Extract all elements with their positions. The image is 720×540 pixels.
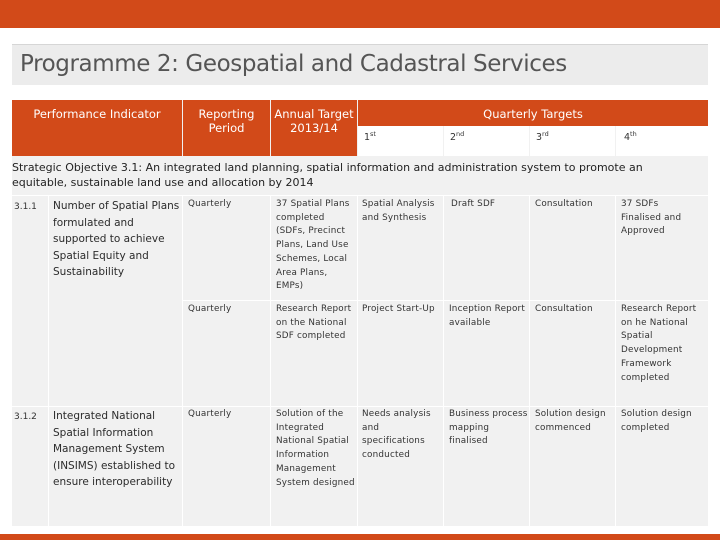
quarter-3-target: Consultation [535,199,593,209]
row-divider [12,195,708,196]
title-box [12,44,708,85]
quarter-3-target: Solution design commenced [535,409,606,433]
header-target-label: Annual Target 2013/14 [274,107,354,135]
row-number: 3.1.1 [14,202,37,212]
header-q1 [358,126,443,156]
quarter-4-target: Research Report on he National Spatial Development Framework completed [621,304,697,383]
q4-label [624,130,637,143]
quarter-4-target: Solution design completed [621,409,692,433]
performance-indicator: Number of Spatial Plans formulated and supported to achieve Spatial Equity and Sustainability [53,200,180,278]
header-quarterly-targets [358,100,708,126]
column-divider [182,196,183,526]
header-quarterly-label: Quarterly Targets [483,107,583,121]
page-title: Programme 2: Geospatial and Cadastral Services [20,51,567,77]
annual-target: Research Report on the National SDF completed [276,304,352,342]
performance-indicator: Integrated National Spatial Information Management System (INSIMS) established to ensure interoperability [53,410,176,488]
reporting-period: Quarterly [188,409,232,419]
q2-number: 2 [450,132,457,144]
reporting-period: Quarterly [188,304,232,314]
quarter-2-target: Draft SDF [451,199,496,209]
q3-label [536,130,549,143]
quarter-1-target: Needs analysis and specifications conducted [362,409,431,461]
q1-suffix: st [370,130,376,138]
header-reporting-period [183,100,270,156]
column-divider [270,196,271,526]
q2-suffix: nd [456,130,465,138]
quarter-1-target: Spatial Analysis and Synthesis [362,199,435,223]
row-number: 3.1.2 [14,412,37,422]
q4-suffix: th [630,130,637,138]
q3-suffix: rd [542,130,549,138]
annual-target: 37 Spatial Plans completed (SDFs, Precinct Plans, Land Use Schemes, Local Area Plans, EMPs) [276,199,350,292]
header-period-label: Reporting Period [198,107,255,135]
reporting-period: Quarterly [188,199,232,209]
header-indicator-label: Performance Indicator [33,107,161,121]
quarter-2-target: Inception Report available [449,304,526,328]
header-q2 [444,126,529,156]
column-divider [48,196,49,526]
q2-label [450,130,464,143]
strategic-objective: Strategic Objective 3.1: An integrated land planning, spatial information and administration system to promote an equitable, sustainable land use and allocation by 2014 [12,161,643,189]
header-q3 [530,126,615,156]
row-divider [183,300,708,301]
q1-label [364,130,376,143]
row-divider [12,406,708,407]
column-divider [615,196,616,526]
column-divider [357,196,358,526]
q1-number: 1 [364,132,371,144]
q3-number: 3 [536,132,543,144]
column-divider [529,196,530,526]
quarter-3-target: Consultation [535,304,593,314]
header-annual-target [271,100,357,156]
header-performance-indicator [12,100,182,156]
quarter-1-target: Project Start-Up [362,304,435,314]
bottom-accent-bar [0,534,720,540]
column-divider [443,196,444,526]
quarter-4-target: 37 SDFs Finalised and Approved [621,199,682,237]
quarter-2-target: Business process mapping finalised [449,409,528,447]
annual-target: Solution of the Integrated National Spatial Information Management System designed [276,409,355,488]
q4-number: 4 [624,132,631,144]
top-accent-bar [0,0,720,28]
header-q4 [616,126,708,156]
